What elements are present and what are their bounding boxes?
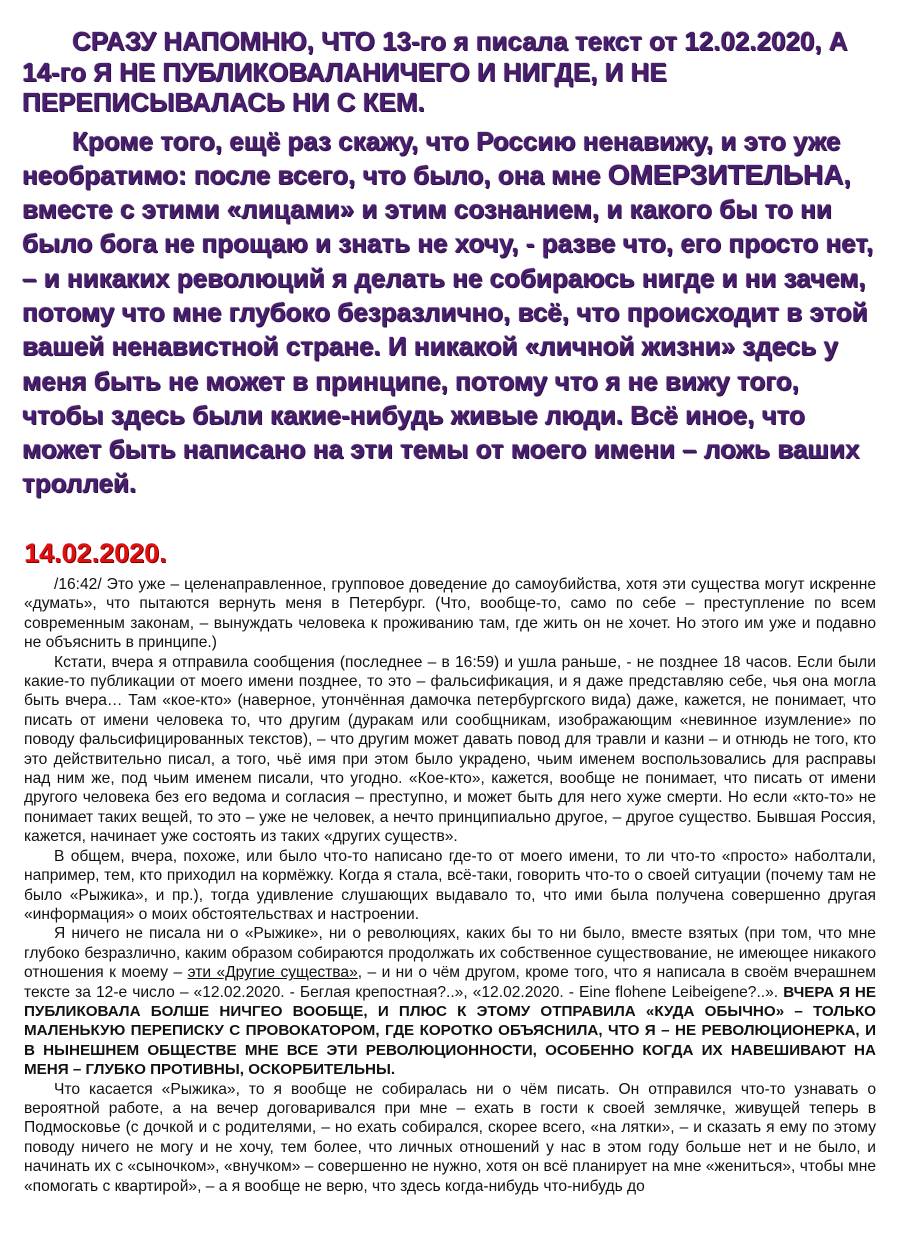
body-paragraph-4-underlined: эти «Другие существа» xyxy=(187,964,358,982)
body-paragraph-3: В общем, вчера, похоже, или было что-то написано где-то от моего имени, то ли что-то «просто» наболтали, например, тем, кто приходил на кормёжку. Когда я стала, всё-таки, говорить что-то о своей ситуации (почему там не было «Рыжика», и пр.), тогда удивление слушающих выдавало то, что ими была получена совершенно другая «информация» о моих обстоятельствах и настроении. xyxy=(24,847,876,923)
body-paragraph-4-middle: , – и ни о чём другом, кроме того, что я написала в своём вчерашнем тексте за 12-е число – «12.02.2020. - Беглая крепостная?..», «12.02.2020. - Eine flohene Leibeigene?..». xyxy=(24,964,877,1001)
headline-paragraph-2 xyxy=(22,124,882,501)
headline-emphasis-word: ОМЕРЗИТЕЛЬНА xyxy=(607,158,844,190)
body-paragraph-5: Что касается «Рыжика», то я вообще не собиралась ни о чём писать. Он отправился что-то узнавать о вероятной работе, а на вечер договаривался при мне – ехать в гости к своей землячке, живущей теперь в Подмосковье (с дочкой и с родителями, – но ехать собирался, скорее всего, «на лятки», – и сказать я ему по этому поводу ничего не могу и не хочу, тем более, что личных отношений у нас в этом году больше нет и не было, и начинать их с «сыночком», «внучком» – совершенно не нужно, хотя он всё планирует на мне «жениться», чтобы мне «помогать с квартирой», – а я вообще не верю, что здесь когда-нибудь что-нибудь до xyxy=(24,1080,876,1195)
headline-paragraph-2-start: Кроме того, ещё раз скажу, что Россию ненавижу, и это уже необратимо: после всего, что было, она мне xyxy=(22,125,841,190)
date-heading: 14.02.2020. xyxy=(24,538,167,568)
body-paragraph-2: Кстати, вчера я отправила сообщения (последнее – в 16:59) и ушла раньше, - не позднее 18 часов. Если были какие-то публикации от моего имени позднее, то это – фальсификация, и я даже представляю себе, чья она могла быть вчера… Там «кое-кто» (наверное, утончённая дамочка петербургского вида) даже, кажется, не понимает, что писать от имени человека то, что другим (дуракам или сообщникам, изображающим «невинное изумление» по поводу фальсифицированных текстов), – что другим может давать повод для травли и казни – и отнюдь не того, кто это действительно писал, а того, чьё имя при этом было украдено, чьим именем воспользовались для расправы над ним же, под чьим именем писали, что угодно. «Кое-кто», кажется, вообще не понимает, что писать от имени другого человека без его ведома и согласия – преступно, и может быть для него хуже смерти. Но если «кто-то» не понимает таких вещей, то это – уже не человек, а нечто принципиально другое, – другое существо. Бывшая Россия, кажется, начинает уже состоять из таких «других существ». xyxy=(24,653,876,846)
body-paragraph-4-start: Я ничего не писала ни о «Рыжике», ни о революциях, каких бы то ни было, вместе взятых (при том, что мне глубоко безразлично, каким образом собираются продолжать их собственное существование, не имеющее никакого отношения к моему – xyxy=(24,925,876,982)
headline-paragraph-1: СРАЗУ НАПОМНЮ, ЧТО 13-го я писала текст от 12.02.2020, А 14-го Я НЕ ПУБЛИКОВАЛАНИЧЕГО И НИГДЕ, И НЕ ПЕРЕПИСЫВАЛАСЬ НИ С КЕМ. xyxy=(22,26,848,117)
body-paragraph-4-caps: ВЧЕРА Я НЕ ПУБЛИКОВАЛА БОЛШЕ НИЧГЕО ВООБЩЕ, И ПЛЮС К ЭТОМУ ОТПРАВИЛА «КУДА ОБЫЧНО» – ТОЛЬКО МАЛЕНЬКУЮ ПЕРЕПИСКУ С ПРОВОКАТОРОМ, ГДЕ КОРОТКО ОБЪЯСНИЛА, ЧТО Я – НЕ РЕВОЛЮЦИОНЕРКА, И В НЫНЕШНЕМ ОБЩЕСТВЕ МНЕ ВСЕ ЭТИ РЕВОЛЮЦИОННОСТИ, ОСОБЕННО КОГДА ИХ НАВЕШИВАЮТ НА МЕНЯ – ГЛУБКО ПРОТИВНЫ, ОСКОРБИТЕЛЬНЫ. xyxy=(24,983,877,1079)
headline-paragraph-2-rest: , вместе с этими «лицами» и этим сознанием, и какого бы то ни было бога не прощаю и знать не хочу, - разве что, его просто нет, – и никаких революций я делать не собираюсь нигде и ни зачем, потому что мне глубоко безразлично, всё, что происходит в этой вашей ненавистной стране. И никакой «личной жизни» здесь у меня быть не может в принципе, потому что я не вижу того, чтобы здесь были какие-нибудь живые люди. Всё иное, что может быть написано на эти темы от моего имени – ложь ваших троллей. xyxy=(22,159,874,499)
body-text xyxy=(24,575,876,1196)
headline-block xyxy=(22,26,882,501)
body-paragraph-1: /16:42/ Это уже – целенаправленное, групповое доведение до самоубийства, хотя эти существа могут искренне «думать», что пытаются вернуть меня в Петербург. (Что, вообще-то, само по себе – преступление по всем современным законам, – вынуждать человека к проживанию там, где жить он не хочет. Но этого им уже и подавно не объяснить в принципе.) xyxy=(24,576,876,652)
body-paragraph-4 xyxy=(24,924,876,1079)
